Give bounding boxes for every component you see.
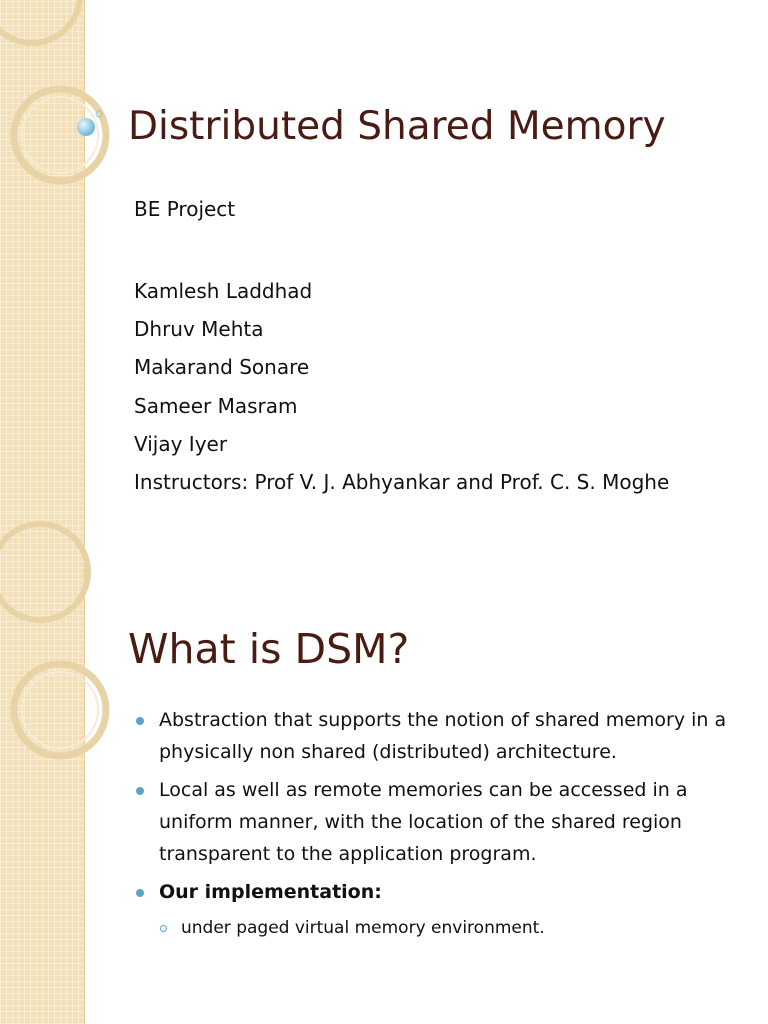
member-name: Dhruv Mehta: [134, 317, 264, 341]
list-item: Local as well as remote memories can be accessed in a uniform manner, with the location of the shared region transparent to the application program.: [136, 774, 756, 870]
sub-bullet-ring-icon: [160, 925, 167, 932]
list-item: Abstraction that supports the notion of shared memory in a physically non shared (distributed) architecture.: [136, 704, 756, 768]
sub-list-item: under paged virtual memory environment.: [159, 914, 756, 942]
member-name: Kamlesh Laddhad: [134, 279, 313, 303]
slide-what-is-dsm: [0, 512, 768, 1024]
slide-title-text: What is DSM?: [128, 625, 410, 673]
project-label: BE Project: [134, 197, 236, 221]
member-name: Makarand Sonare: [134, 355, 310, 379]
list-item: Our implementation:: [136, 876, 756, 908]
bullet-dot-icon: [136, 787, 144, 795]
member-name: Sameer Masram: [134, 394, 298, 418]
member-name: Vijay Iyer: [134, 432, 228, 456]
side-strip: [0, 0, 85, 512]
bullet-dot-icon: [136, 717, 144, 725]
bullet-dot-icon: [136, 889, 144, 897]
slide-title-text: Distributed Shared Memory: [128, 104, 666, 149]
bullet-list: [136, 704, 756, 942]
instructors-line: Instructors: Prof V. J. Abhyankar and Prof. C. S. Moghe: [134, 470, 670, 494]
side-strip: [0, 512, 85, 1024]
